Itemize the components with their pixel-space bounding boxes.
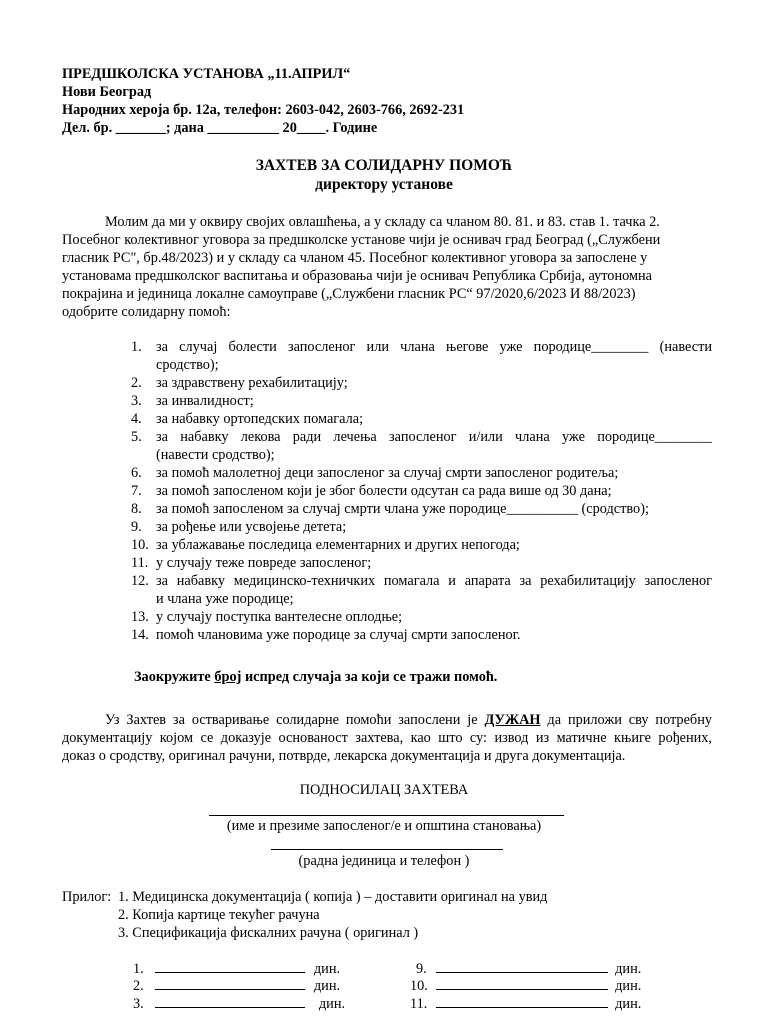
case-text: за набавку лекова ради лечења запосленог и/или члана уже породице________ (навести сродство); — [156, 429, 712, 463]
case-number[interactable]: 5. — [131, 429, 142, 445]
amount-number: 11. — [410, 996, 428, 1012]
attachment-item: 1. Медицинска документација ( копија ) – доставити оригинал на увид — [118, 889, 548, 905]
instruction-line: Заокружите број испред случаја за који се тражи помоћ. — [134, 669, 498, 685]
case-number[interactable]: 12. — [131, 573, 149, 589]
case-text: за набавку ортопедских помагала; — [156, 411, 364, 427]
amount-blank[interactable] — [155, 960, 305, 973]
document-title: ЗАХТЕВ ЗА СОЛИДАРНУ ПОМОЋ — [255, 157, 513, 174]
case-text: за набавку медицинско-техничких помагала и апарата за рехабилитацију запосленог и члана уже породице; — [156, 573, 712, 607]
case-text: за помоћ запосленом који је због болести одсутан са рада више од 30 дана; — [156, 483, 612, 499]
unit-phone-line[interactable] — [271, 849, 503, 850]
case-number[interactable]: 3. — [131, 393, 142, 409]
case-number[interactable]: 1. — [131, 339, 142, 355]
amount-row[interactable] — [410, 995, 641, 1013]
amount-blank[interactable] — [155, 977, 305, 990]
case-text: за рођење или усвојење детета; — [156, 519, 347, 535]
amount-currency: дин. — [615, 961, 642, 977]
amount-row[interactable] — [133, 960, 340, 978]
case-text: помоћ члановима уже породице за случај смрти запосленог. — [156, 627, 521, 643]
instruction-underlined: број — [214, 669, 242, 685]
case-text: за случај болести запосленог или члана његове уже породице________ (навести сродство); — [156, 339, 712, 373]
intro-paragraph — [62, 213, 712, 321]
institution-name: ПРЕДШКОЛСКА УСТАНОВА „11.АПРИЛ“ — [62, 66, 351, 82]
case-text: за инвалидност; — [156, 393, 254, 409]
case-number[interactable]: 10. — [131, 537, 149, 553]
obligation-line: доказ о сродству, оригинал рачуни, потврде, лекарска документација и друга документација. — [62, 748, 626, 764]
attachments-label: Прилог: — [62, 889, 112, 905]
amount-currency: дин. — [615, 996, 642, 1012]
institution-city: Нови Београд — [62, 84, 152, 100]
obligation-line: документацију којом се доказује основаност захтева, као што су: извод из матичне књиге рођених, — [62, 730, 712, 746]
case-number[interactable]: 6. — [131, 465, 142, 481]
intro-line: покрајина и јединица локалне самоуправе („Службени гласник РС“ 97/2020,6/2023 И 88/2023) — [62, 286, 636, 302]
amount-currency: дин. — [313, 978, 341, 994]
case-text: за помоћ малолетној деци запосленог за случај смрти запосленог родитеља; — [156, 465, 619, 481]
amount-row[interactable] — [133, 977, 340, 995]
case-number[interactable]: 7. — [131, 483, 142, 499]
case-number[interactable]: 11. — [131, 555, 149, 571]
amount-number: 2. — [133, 978, 144, 994]
amount-blank[interactable] — [155, 995, 305, 1008]
intro-line: гласник РС", бр.48/2023) и у складу са чланом 45. Посебног колективног уговора за запослене у — [62, 250, 648, 266]
intro-line: установама предшколског васпитања и образовања чији је оснивач Република Србија, аутономна — [62, 268, 653, 284]
amount-number: 1. — [133, 961, 144, 977]
case-text: за помоћ запосленом за случај смрти члана уже породице__________ (сродство); — [156, 501, 649, 517]
intro-line: Посебног колективног уговора за предшколске установе чији је оснивач град Београд („Службени — [62, 232, 661, 248]
case-text: за здравствену рехабилитацију; — [156, 375, 348, 391]
amount-blank[interactable] — [436, 960, 608, 973]
case-text: за ублажавање последица елементарних и других непогода; — [156, 537, 520, 553]
amount-row[interactable] — [133, 995, 345, 1013]
institution-address: Народних хероја бр. 12а, телефон: 2603-042, 2603-766, 2692-231 — [62, 102, 465, 118]
amount-currency: дин. — [318, 996, 346, 1012]
case-text: у случају теже повреде запосленог; — [156, 555, 372, 571]
name-caption: (име и презиме запосленог/е и општина становања) — [226, 818, 542, 834]
unit-caption: (радна јединица и телефон ) — [298, 853, 470, 869]
case-text: у случају поступка вантелесне оплодње; — [156, 609, 403, 625]
case-number[interactable]: 13. — [131, 609, 149, 625]
attachment-item: 2. Копија картице текућег рачуна — [118, 907, 320, 923]
amount-number: 3. — [133, 996, 144, 1012]
case-number[interactable]: 2. — [131, 375, 142, 391]
intro-line: Молим да ми у оквиру својих овлашћења, а у складу са чланом 80. 81. и 83. став 1. тачка 2. — [105, 214, 660, 230]
amount-currency: дин. — [313, 961, 341, 977]
document-subtitle: директору установе — [315, 176, 453, 193]
obligation-paragraph — [62, 711, 712, 765]
case-number[interactable]: 14. — [131, 627, 149, 643]
amount-currency: дин. — [615, 978, 642, 994]
amount-number: 9. — [416, 961, 427, 977]
obligation-emphasis: ДУЖАН — [484, 712, 541, 728]
amount-number: 10. — [410, 978, 428, 994]
reference-line: Дел. бр. _______; дана __________ 20____. Године — [62, 120, 378, 136]
case-number[interactable]: 8. — [131, 501, 142, 517]
amount-blank[interactable] — [436, 995, 608, 1008]
applicant-title: ПОДНОСИЛАЦ ЗАХТЕВА — [299, 782, 469, 798]
attachment-item: 3. Спецификација фискалних рачуна ( оригинал ) — [118, 925, 419, 941]
amount-row[interactable] — [410, 977, 641, 995]
amount-row[interactable] — [416, 960, 641, 978]
obligation-line: Уз Захтев за остваривање солидарне помоћи запослени је ДУЖАН да приложи сву потребну — [105, 712, 712, 728]
intro-line: одобрите солидарну помоћ: — [62, 304, 231, 320]
amount-blank[interactable] — [436, 977, 608, 990]
case-number[interactable]: 4. — [131, 411, 142, 427]
case-number[interactable]: 9. — [131, 519, 142, 535]
name-signature-line[interactable] — [209, 815, 564, 816]
